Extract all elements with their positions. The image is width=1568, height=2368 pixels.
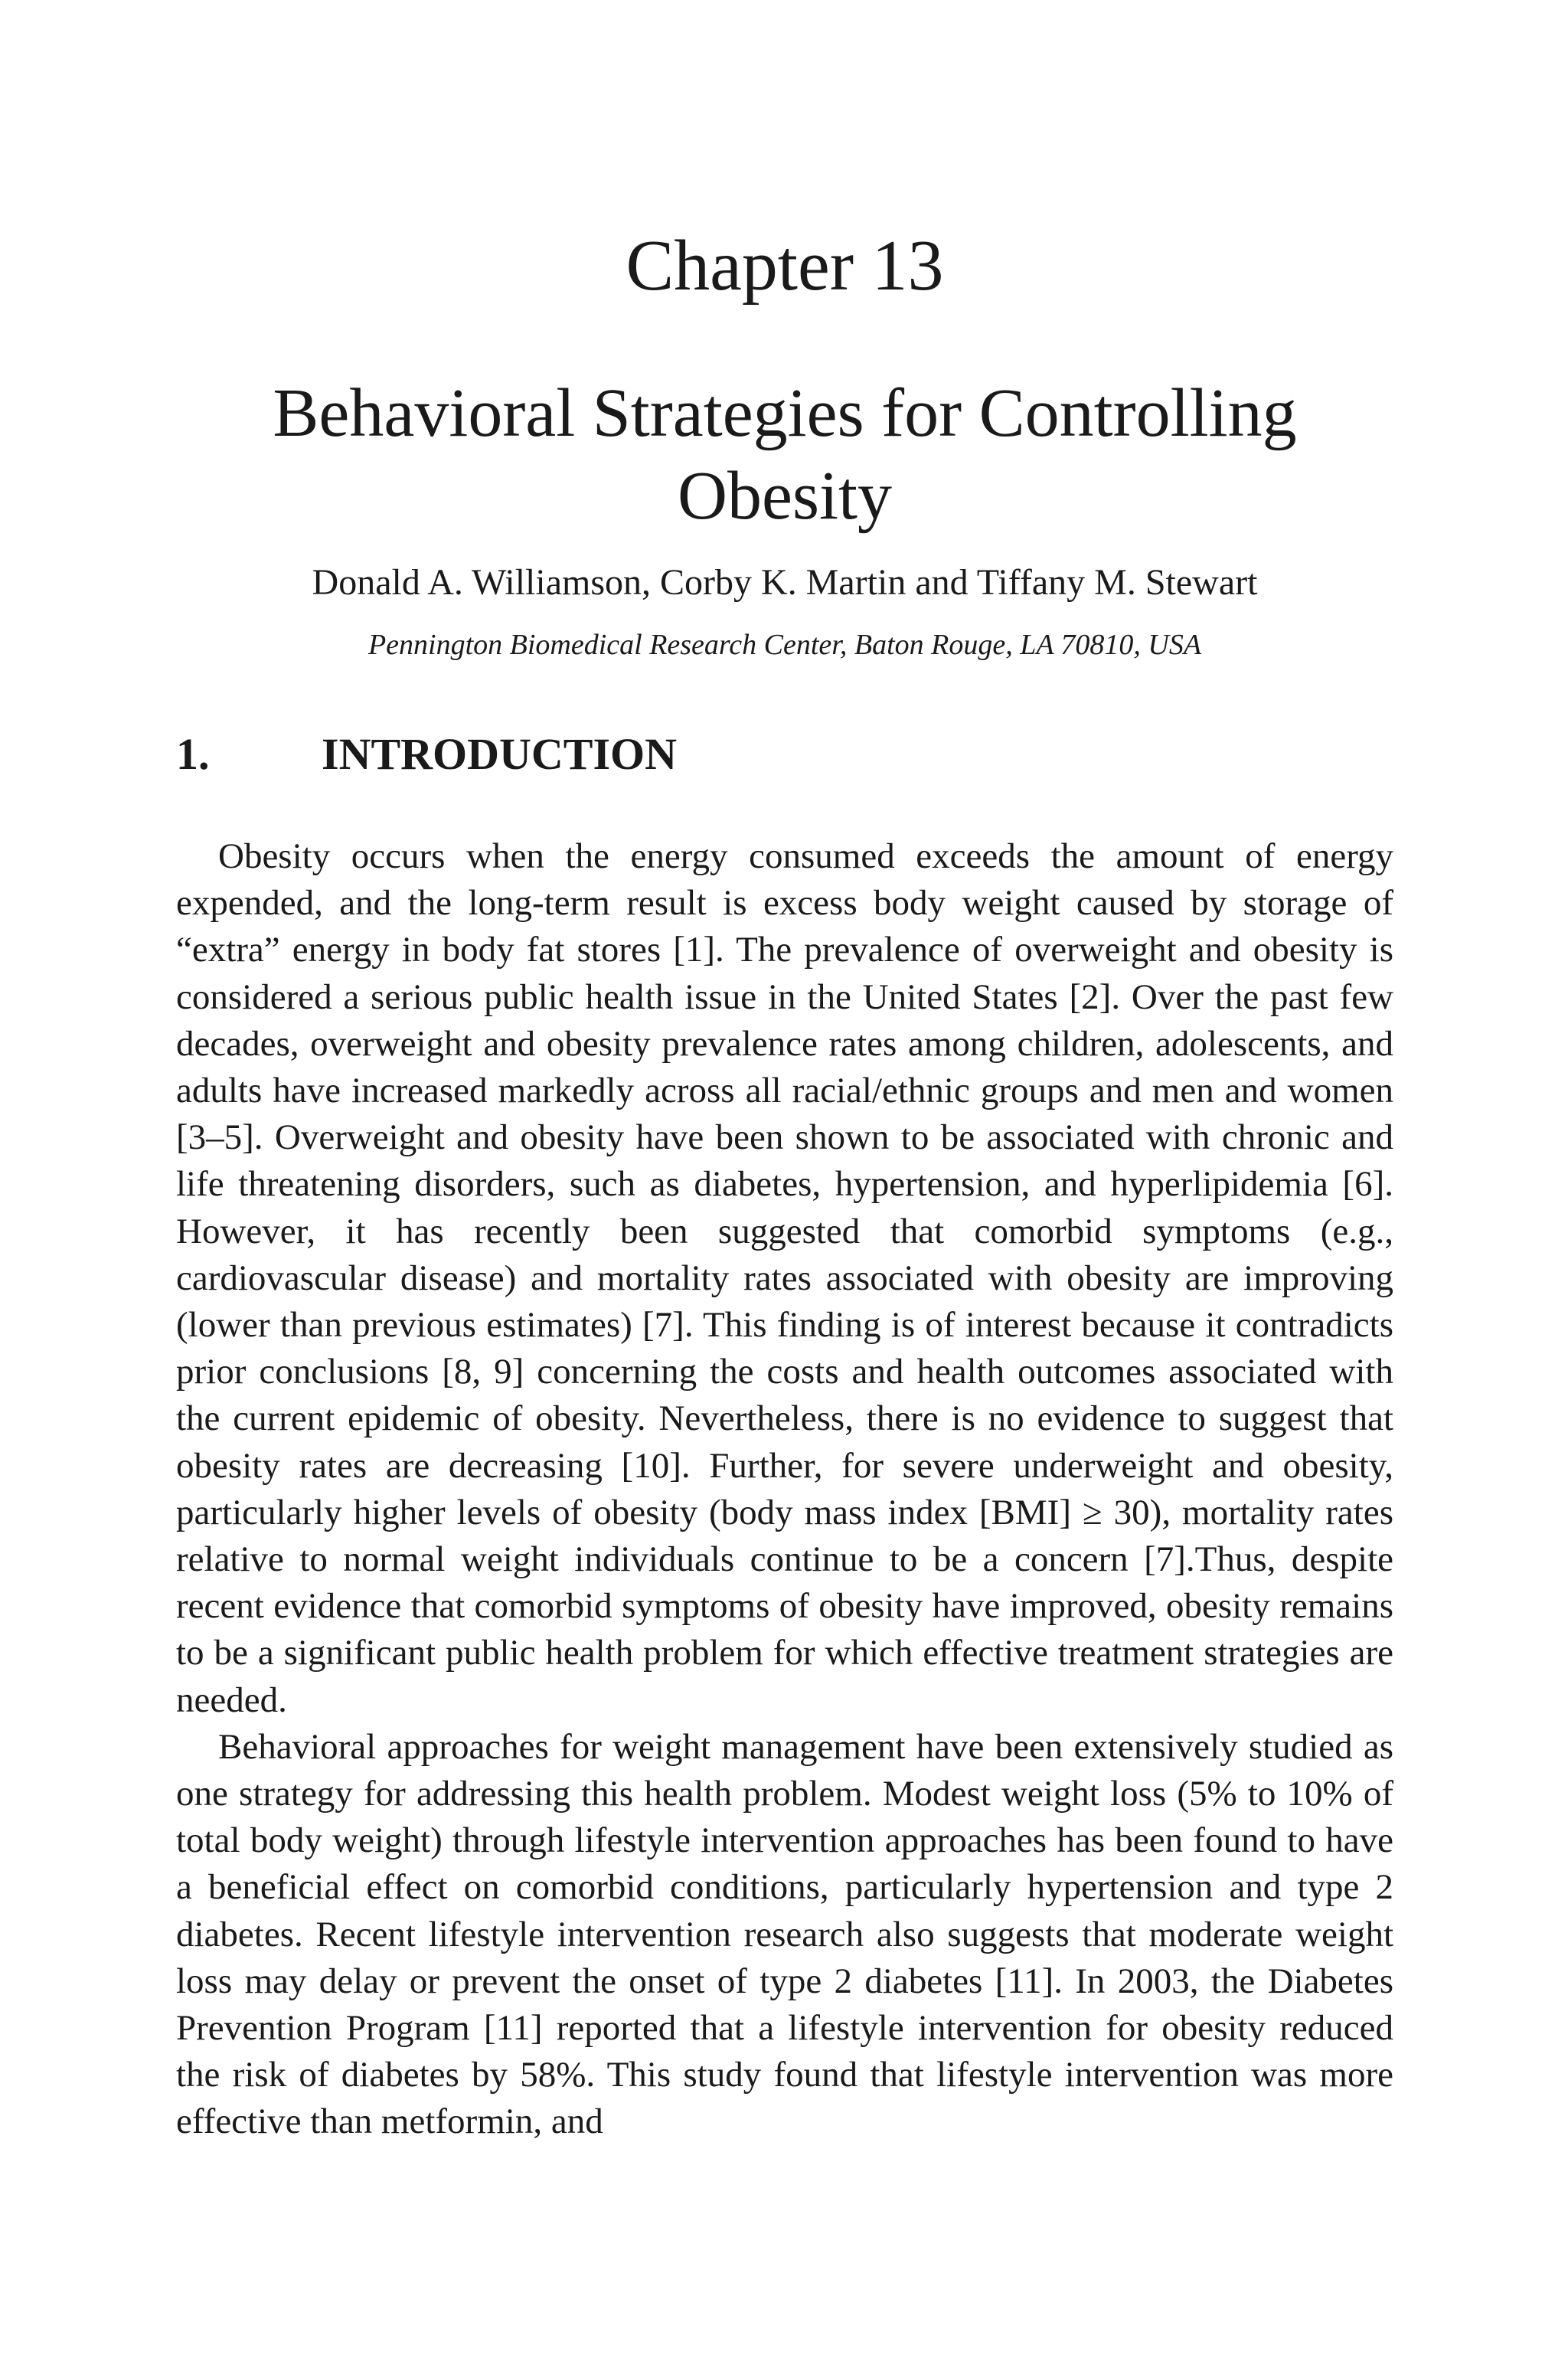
author-list: Donald A. Williamson, Corby K. Martin and Tiffany M. Stewart bbox=[312, 562, 1258, 603]
paragraph: Behavioral approaches for weight management have been extensively studied as one strategy for addressing this health problem. Modest weight loss (5% to 10% of total body weight) through lifestyle intervention approaches has been found to have a beneficial effect on comorbid conditions, particularly hypertension and type 2 diabetes. Recent lifestyle intervention research also suggests that moderate weight loss may delay or prevent the onset of type 2 diabetes [11]. In 2003, the Diabetes Prevention Program [11] reported that a lifestyle intervention for obesity reduced the risk of diabetes by 58%. This study found that lifestyle intervention was more effective than metformin, and bbox=[176, 1726, 1393, 2142]
section-number: 1. bbox=[176, 729, 210, 779]
chapter-title: Behavioral Strategies for Controlling Obesity bbox=[273, 375, 1297, 534]
author-affiliation: Pennington Biomedical Research Center, Baton Rouge, LA 70810, USA bbox=[368, 629, 1202, 661]
body-text bbox=[176, 833, 1393, 2146]
section-title: INTRODUCTION bbox=[322, 729, 678, 779]
chapter-number: Chapter 13 bbox=[626, 226, 944, 306]
section-heading bbox=[176, 728, 1393, 781]
paragraph: Obesity occurs when the energy consumed exceeds the amount of energy expended, and the long-term result is excess body weight caused by storage of “extra” energy in body fat stores [1]. The prevalence of overweight and obesity is considered a serious public health issue in the United States [2]. Over the past few decades, overweight and obesity prevalence rates among children, adolescents, and adults have increased markedly across all racial/ethnic groups and men and women [3–5]. Overweight and obesity have been shown to be associated with chronic and life threatening disorders, such as diabetes, hypertension, and hyperlipidemia [6]. However, it has recently been suggested that comorbid symptoms (e.g., cardiovascular disease) and mortality rates associated with obesity are improving (lower than previous estimates) [7]. This finding is of interest because it contradicts prior conclusions [8, 9] concerning the costs and health outcomes associated with the current epidemic of obesity. Nevertheless, there is no evidence to suggest that obesity rates are decreasing [10]. Further, for severe underweight and obesity, particularly higher levels of obesity (body mass index [BMI] ≥ 30), mortality rates relative to normal weight individuals continue to be a concern [7].Thus, despite recent evidence that comorbid symptoms of obesity have improved, obesity remains to be a significant public health problem for which effective treatment strategies are needed. bbox=[176, 836, 1393, 1720]
